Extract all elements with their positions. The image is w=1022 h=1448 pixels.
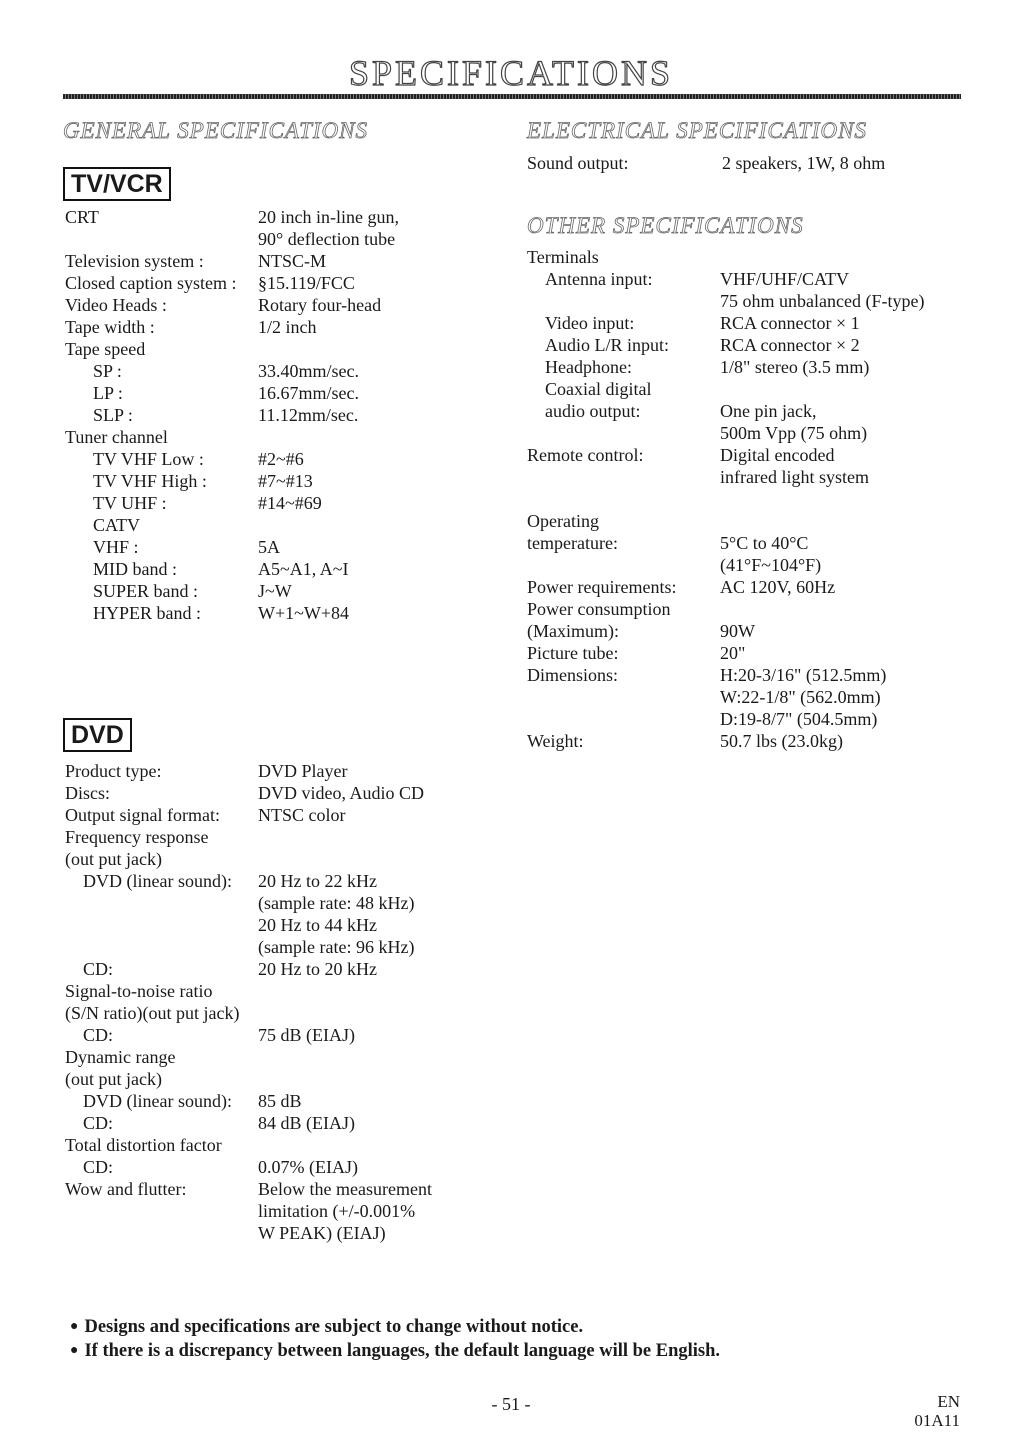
spec-label: Dynamic range: [65, 1047, 176, 1067]
spec-row: [527, 312, 924, 334]
spec-row: [527, 466, 924, 488]
footer-codes: [914, 1392, 960, 1430]
spec-label: CD:: [83, 1025, 114, 1045]
spec-value: One pin jack,: [720, 401, 817, 421]
language-code: EN: [937, 1392, 960, 1411]
spec-label: Power requirements:: [527, 577, 677, 597]
spec-row: [527, 554, 924, 576]
spec-label: Wow and flutter:: [65, 1179, 187, 1199]
spec-row: [65, 250, 399, 272]
tvvcr-spec-list: [65, 206, 399, 624]
spec-value: 16.67mm/sec.: [258, 383, 359, 403]
spec-value: 20 inch in-line gun,: [258, 207, 399, 227]
document-code: 01A11: [914, 1411, 960, 1430]
spec-value: RCA connector × 2: [720, 335, 860, 355]
spec-row: [65, 1112, 432, 1134]
spec-label: TV VHF High :: [93, 471, 207, 491]
spec-row: [65, 1200, 432, 1222]
spec-label: [527, 686, 720, 708]
spec-row: [65, 1178, 432, 1200]
spec-row: [65, 870, 432, 892]
spec-value: W PEAK) (EIAJ): [258, 1223, 386, 1243]
spec-label: DVD (linear sound):: [83, 1091, 232, 1111]
spec-label: TV VHF Low :: [93, 449, 204, 469]
spec-row: [527, 620, 924, 642]
spec-row: [527, 686, 924, 708]
general-specifications-heading: GENERAL SPECIFICATIONS: [63, 118, 369, 143]
spec-label: Power consumption: [527, 599, 671, 619]
spec-label: Discs:: [65, 783, 110, 803]
spec-row: [65, 580, 399, 602]
spec-label: CD:: [83, 959, 114, 979]
spec-value: RCA connector × 1: [720, 313, 860, 333]
spec-label: Video input:: [545, 313, 635, 333]
spec-value: #14~#69: [258, 493, 322, 513]
spec-row: [65, 782, 432, 804]
spec-label: SP :: [93, 361, 122, 381]
note-text: If there is a discrepancy between languages, the default language will be English.: [84, 1341, 721, 1361]
spec-row: [65, 426, 399, 448]
spec-label: [527, 554, 720, 576]
spec-value: 75 ohm unbalanced (F-type): [720, 291, 925, 311]
spec-row: [65, 360, 399, 382]
spec-label: Frequency response: [65, 827, 209, 847]
spec-label: Operating: [527, 511, 599, 531]
spec-value: 2 speakers, 1W, 8 ohm: [722, 153, 886, 173]
spec-value: 5°C to 40°C: [720, 533, 809, 553]
other-spec-list: [527, 246, 924, 752]
spec-label: Antenna input:: [545, 269, 653, 289]
spec-row: [527, 152, 885, 174]
spec-value: Below the measurement: [258, 1179, 432, 1199]
spec-label: SLP :: [93, 405, 133, 425]
spec-value: 500m Vpp (75 ohm): [720, 423, 868, 443]
spec-label: Tape speed: [65, 339, 146, 359]
spec-value: 85 dB: [258, 1091, 302, 1111]
spec-label: [527, 422, 720, 444]
spec-label: MID band :: [93, 559, 177, 579]
spec-value: 11.12mm/sec.: [258, 405, 359, 425]
spec-row: [65, 892, 432, 914]
spec-row: [65, 492, 399, 514]
spec-label: (Maximum):: [527, 621, 619, 641]
bullet-icon: ●: [70, 1343, 79, 1358]
spec-value: §15.119/FCC: [258, 273, 355, 293]
bullet-icon: ●: [70, 1319, 79, 1334]
spec-row: [65, 936, 432, 958]
spec-label: [527, 708, 720, 730]
spec-value: 20 Hz to 44 kHz: [258, 915, 377, 935]
spec-row: [65, 1046, 432, 1068]
spec-value: 1/8" stereo (3.5 mm): [720, 357, 870, 377]
spec-label: Coaxial digital: [545, 379, 652, 399]
spec-value: Digital encoded: [720, 445, 835, 465]
note-item: [70, 1315, 720, 1339]
spec-row: [65, 848, 432, 870]
spec-label: Tape width :: [65, 317, 155, 337]
spec-label: CATV: [93, 515, 141, 535]
spec-row: [527, 510, 924, 532]
spec-row: [65, 470, 399, 492]
title-rule: [63, 94, 961, 99]
spec-value: #2~#6: [258, 449, 304, 469]
spec-label: [527, 488, 720, 510]
spec-label: Product type:: [65, 761, 162, 781]
spec-label: audio output:: [545, 401, 641, 421]
spec-row: [527, 598, 924, 620]
spec-value: (41°F~104°F): [720, 555, 822, 575]
spec-label: Sound output:: [527, 153, 629, 173]
spec-value: Rotary four-head: [258, 295, 382, 315]
spec-row: [65, 760, 432, 782]
spec-value: H:20-3/16" (512.5mm): [720, 665, 887, 685]
spec-row: [65, 1222, 432, 1244]
spec-row: [65, 1156, 432, 1178]
spec-value: 20 Hz to 20 kHz: [258, 959, 377, 979]
spec-value: 50.7 lbs (23.0kg): [720, 731, 843, 751]
spec-row: [65, 602, 399, 624]
spec-value: VHF/UHF/CATV: [720, 269, 850, 289]
spec-row: [65, 448, 399, 470]
note-item: [70, 1339, 720, 1363]
spec-label: [65, 1222, 258, 1244]
note-text: Designs and specifications are subject to change without notice.: [84, 1317, 584, 1337]
spec-row: [527, 664, 924, 686]
spec-row: [527, 268, 924, 290]
spec-label: temperature:: [527, 533, 618, 553]
spec-label: CD:: [83, 1157, 114, 1177]
spec-row: [527, 400, 924, 422]
spec-label: Dimensions:: [527, 665, 619, 685]
spec-value: AC 120V, 60Hz: [720, 577, 836, 597]
spec-row: [527, 488, 924, 510]
spec-label: Headphone:: [545, 357, 632, 377]
spec-label: Audio L/R input:: [545, 335, 670, 355]
spec-value: #7~#13: [258, 471, 313, 491]
spec-label: [527, 290, 720, 312]
spec-label: Tuner channel: [65, 427, 168, 447]
tvvcr-label-box: TV/VCR: [63, 167, 171, 201]
page-number: - 51 -: [491, 1394, 531, 1414]
page-title: SPECIFICATIONS: [348, 53, 674, 93]
spec-row: [65, 1024, 432, 1046]
spec-row: [65, 1134, 432, 1156]
spec-row: [65, 206, 399, 228]
spec-value: NTSC-M: [258, 251, 327, 271]
spec-value: limitation (+/-0.001%: [258, 1201, 416, 1221]
spec-value: A5~A1, A~I: [258, 559, 349, 579]
spec-row: [65, 514, 399, 536]
spec-value: 75 dB (EIAJ): [258, 1025, 355, 1045]
spec-value: W+1~W+84: [258, 603, 350, 623]
spec-row: [527, 334, 924, 356]
spec-label: [65, 228, 258, 250]
spec-row: [65, 404, 399, 426]
spec-label: [65, 936, 258, 958]
spec-row: [65, 382, 399, 404]
spec-label: VHF :: [93, 537, 139, 557]
spec-row: [65, 958, 432, 980]
spec-value: W:22-1/8" (562.0mm): [720, 687, 881, 707]
spec-label: Video Heads :: [65, 295, 167, 315]
spec-label: Total distortion factor: [65, 1135, 222, 1155]
spec-value: 84 dB (EIAJ): [258, 1113, 355, 1133]
spec-label: (out put jack): [65, 1069, 162, 1089]
spec-value: 20": [720, 643, 746, 663]
spec-row: [65, 558, 399, 580]
spec-value: 20 Hz to 22 kHz: [258, 871, 377, 891]
spec-label: SUPER band :: [93, 581, 199, 601]
spec-label: (out put jack): [65, 849, 162, 869]
spec-value: 33.40mm/sec.: [258, 361, 359, 381]
spec-row: [65, 272, 399, 294]
spec-row: [527, 246, 924, 268]
spec-row: [65, 294, 399, 316]
dvd-spec-list: [65, 760, 432, 1244]
spec-row: [65, 1068, 432, 1090]
spec-label: Weight:: [527, 731, 584, 751]
notes: [70, 1315, 720, 1363]
spec-value: J~W: [258, 581, 292, 601]
spec-row: [527, 444, 924, 466]
spec-label: Television system :: [65, 251, 204, 271]
spec-value: 90W: [720, 621, 755, 641]
spec-row: [527, 576, 924, 598]
other-specifications-heading: OTHER SPECIFICATIONS: [527, 213, 804, 238]
spec-label: Closed caption system :: [65, 273, 237, 293]
spec-row: [527, 290, 924, 312]
spec-value: 90° deflection tube: [258, 229, 396, 249]
spec-label: Output signal format:: [65, 805, 220, 825]
spec-row: [65, 536, 399, 558]
spec-row: [527, 532, 924, 554]
spec-row: [527, 356, 924, 378]
spec-value: (sample rate: 96 kHz): [258, 937, 415, 957]
spec-row: [65, 316, 399, 338]
spec-row: [65, 914, 432, 936]
spec-row: [527, 708, 924, 730]
spec-label: [65, 892, 258, 914]
spec-value: DVD video, Audio CD: [258, 783, 424, 803]
spec-label: CRT: [65, 207, 99, 227]
spec-value: (sample rate: 48 kHz): [258, 893, 415, 913]
spec-label: TV UHF :: [93, 493, 167, 513]
dvd-label-box: DVD: [63, 718, 132, 752]
electrical-spec-list: [527, 152, 885, 174]
spec-label: LP :: [93, 383, 123, 403]
spec-label: Terminals: [527, 247, 599, 267]
spec-label: CD:: [83, 1113, 114, 1133]
spec-label: Signal-to-noise ratio: [65, 981, 213, 1001]
spec-label: [65, 1200, 258, 1222]
spec-value: 1/2 inch: [258, 317, 317, 337]
spec-row: [65, 1090, 432, 1112]
spec-row: [65, 1002, 432, 1024]
spec-row: [527, 378, 924, 400]
spec-row: [65, 228, 399, 250]
spec-label: Remote control:: [527, 445, 644, 465]
spec-row: [65, 338, 399, 360]
spec-row: [527, 730, 924, 752]
spec-label: HYPER band :: [93, 603, 201, 623]
spec-label: DVD (linear sound):: [83, 871, 232, 891]
spec-value: infrared light system: [720, 467, 869, 487]
spec-value: 5A: [258, 537, 280, 557]
spec-value: 0.07% (EIAJ): [258, 1157, 358, 1177]
spec-label: [527, 466, 720, 488]
spec-row: [527, 422, 924, 444]
spec-label: Picture tube:: [527, 643, 619, 663]
spec-row: [65, 980, 432, 1002]
spec-row: [65, 826, 432, 848]
spec-value: NTSC color: [258, 805, 346, 825]
spec-value: DVD Player: [258, 761, 348, 781]
electrical-specifications-heading: ELECTRICAL SPECIFICATIONS: [527, 118, 867, 143]
spec-label: [65, 914, 258, 936]
spec-label: (S/N ratio)(out put jack): [65, 1003, 240, 1023]
spec-value: D:19-8/7" (504.5mm): [720, 709, 878, 729]
spec-row: [65, 804, 432, 826]
spec-row: [527, 642, 924, 664]
